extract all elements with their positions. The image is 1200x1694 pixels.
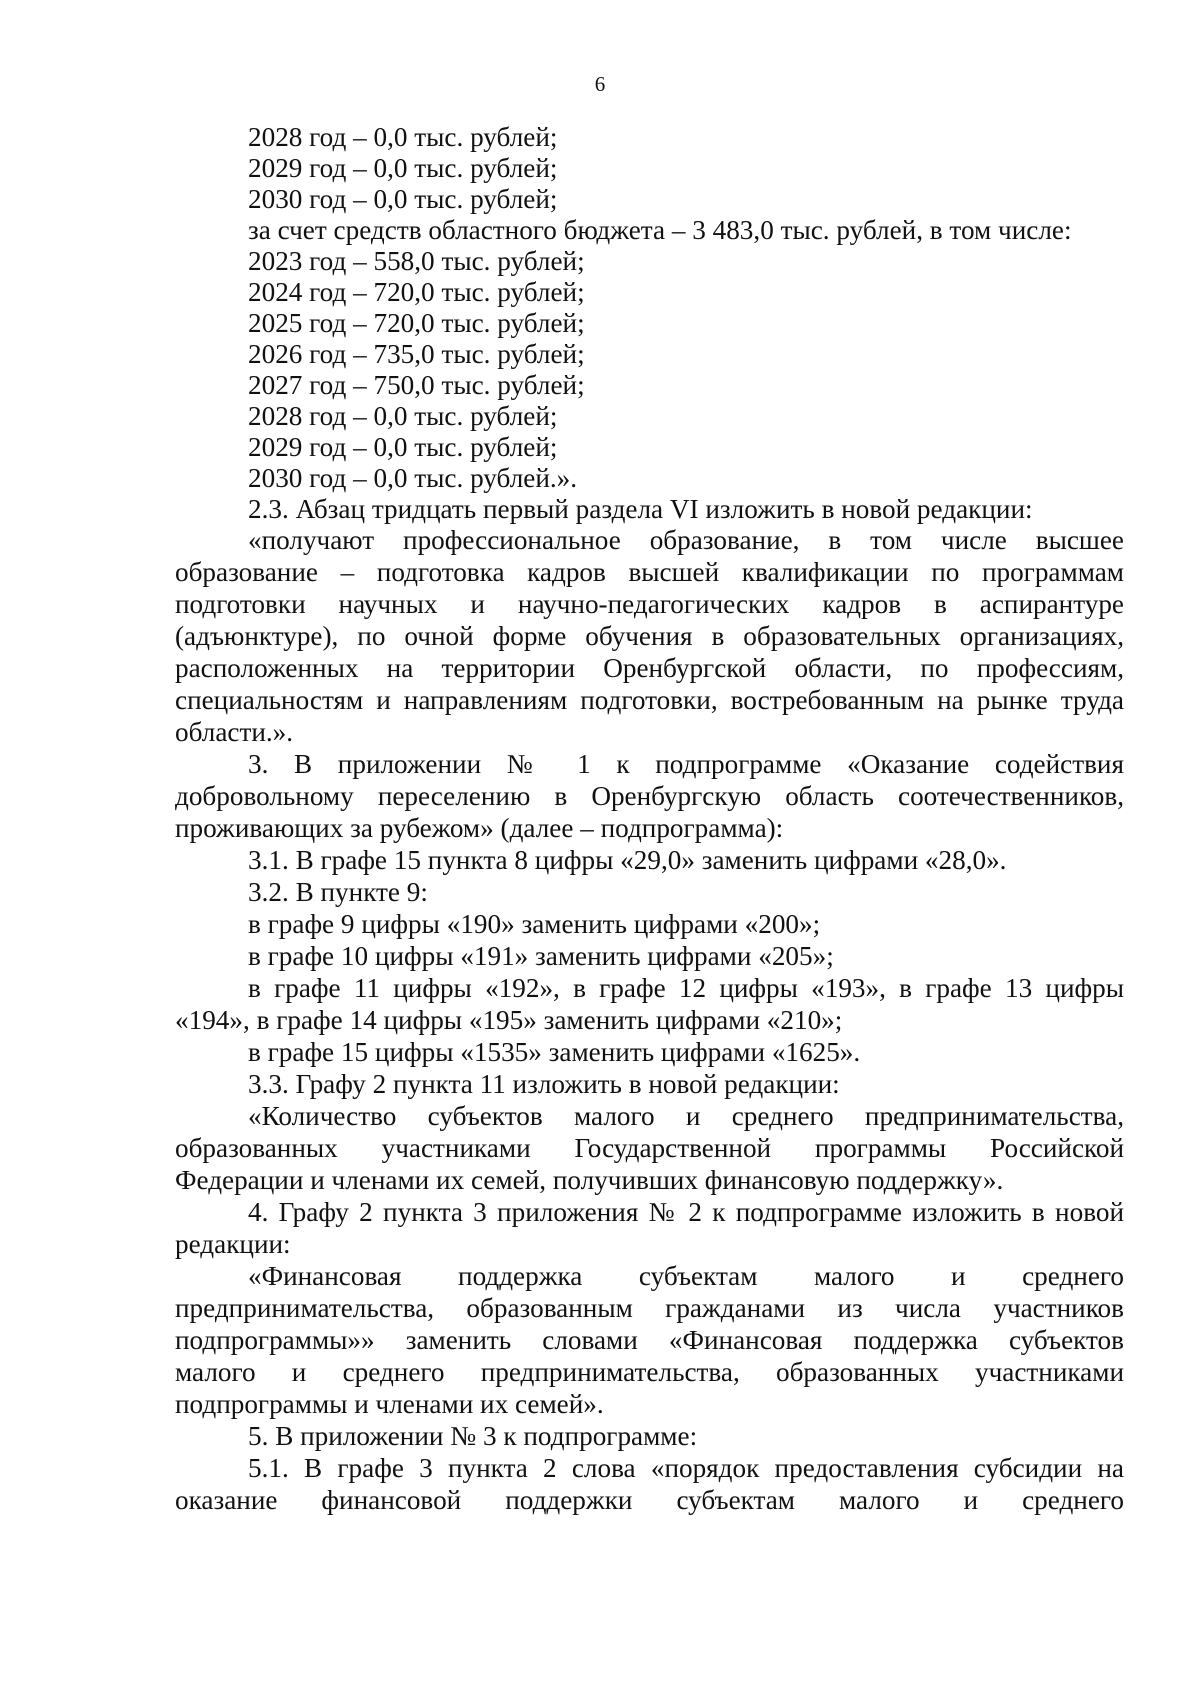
paragraph-line: подпрограммы и членами их семей».	[175, 1389, 604, 1419]
paragraph-line: добровольному переселению в Оренбургскую область соотечественников,	[175, 781, 1124, 811]
regional-budget-2029: 2029 год – 0,0 тыс. рублей;	[248, 432, 558, 462]
budget-line-2028: 2028 год – 0,0 тыс. рублей;	[248, 122, 558, 152]
paragraph-line: расположенных на территории Оренбургской области, по профессиям,	[175, 653, 1124, 683]
paragraph-line: предпринимательства, образованным гражданами из числа участников	[175, 1293, 1124, 1323]
paragraph-line: Федерации и членами их семей, получивших финансовую поддержку».	[175, 1165, 1004, 1195]
item-3-3: 3.3. Графу 2 пункта 11 изложить в новой редакции:	[248, 1069, 840, 1099]
paragraph-line: проживающих за рубежом» (далее – подпрограмма):	[175, 813, 784, 843]
paragraph-line: «Финансовая поддержка субъектам малого и среднего	[248, 1261, 1124, 1291]
paragraph-line: «194», в графе 14 цифры «195» заменить цифрами «210»;	[175, 1005, 843, 1035]
paragraph-line: редакции:	[175, 1229, 291, 1259]
budget-line-2029: 2029 год – 0,0 тыс. рублей;	[248, 153, 558, 183]
item-5: 5. В приложении № 3 к подпрограмме:	[248, 1421, 698, 1451]
item-3-2: 3.2. В пункте 9:	[248, 877, 428, 907]
regional-budget-2027: 2027 год – 750,0 тыс. рублей;	[248, 370, 585, 400]
column-10-change: в графе 10 цифры «191» заменить цифрами «205»;	[248, 941, 834, 971]
regional-budget-2023: 2023 год – 558,0 тыс. рублей;	[248, 246, 585, 276]
regional-budget-2026: 2026 год – 735,0 тыс. рублей;	[248, 339, 585, 369]
page-number: 6	[594, 72, 606, 96]
paragraph-line: области.».	[175, 717, 294, 747]
paragraph-line: «получают профессиональное образование, в том числе высшее	[248, 525, 1124, 555]
paragraph-line: «Количество субъектов малого и среднего предпринимательства,	[248, 1101, 1124, 1131]
paragraph-line: малого и среднего предпринимательства, образованных участниками	[175, 1357, 1124, 1387]
regional-budget-2025: 2025 год – 720,0 тыс. рублей;	[248, 308, 585, 338]
regional-budget-2030: 2030 год – 0,0 тыс. рублей.».	[248, 463, 578, 493]
paragraph-line: образование – подготовка кадров высшей квалификации по программам	[175, 557, 1124, 587]
paragraph-line: подпрограммы»» заменить словами «Финансовая поддержка субъектов	[175, 1325, 1124, 1355]
item-3-1: 3.1. В графе 15 пункта 8 цифры «29,0» заменить цифрами «28,0».	[248, 845, 1007, 875]
paragraph-line: образованных участниками Государственной программы Российской	[175, 1133, 1124, 1163]
regional-budget-total: за счет средств областного бюджета – 3 483,0 тыс. рублей, в том числе:	[248, 215, 1072, 245]
paragraph-line: специальностям и направлениям подготовки, востребованным на рынке труда	[175, 685, 1124, 715]
item-5-1: 5.1. В графе 3 пункта 2 слова «порядок предоставления субсидии на	[248, 1453, 1124, 1483]
columns-11-14-change: в графе 11 цифры «192», в графе 12 цифры «193», в графе 13 цифры	[248, 973, 1124, 1003]
item-3-heading: 3. В приложении № 1 к подпрограмме «Оказание содействия	[248, 749, 1124, 779]
regional-budget-2028: 2028 год – 0,0 тыс. рублей;	[248, 401, 558, 431]
paragraph-line: подготовки научных и научно-педагогических кадров в аспирантуре	[175, 589, 1124, 619]
column-15-change: в графе 15 цифры «1535» заменить цифрами «1625».	[248, 1037, 861, 1067]
item-2-3-heading: 2.3. Абзац тридцать первый раздела VI изложить в новой редакции:	[248, 494, 1033, 524]
item-4: 4. Графу 2 пункта 3 приложения № 2 к подпрограмме изложить в новой	[248, 1197, 1124, 1227]
paragraph-line: (адъюнктуре), по очной форме обучения в образовательных организациях,	[175, 621, 1124, 651]
paragraph-line: оказание финансовой поддержки субъектам малого и среднего	[175, 1485, 1124, 1515]
budget-line-2030: 2030 год – 0,0 тыс. рублей;	[248, 184, 558, 214]
column-9-change: в графе 9 цифры «190» заменить цифрами «200»;	[248, 909, 821, 939]
regional-budget-2024: 2024 год – 720,0 тыс. рублей;	[248, 277, 585, 307]
